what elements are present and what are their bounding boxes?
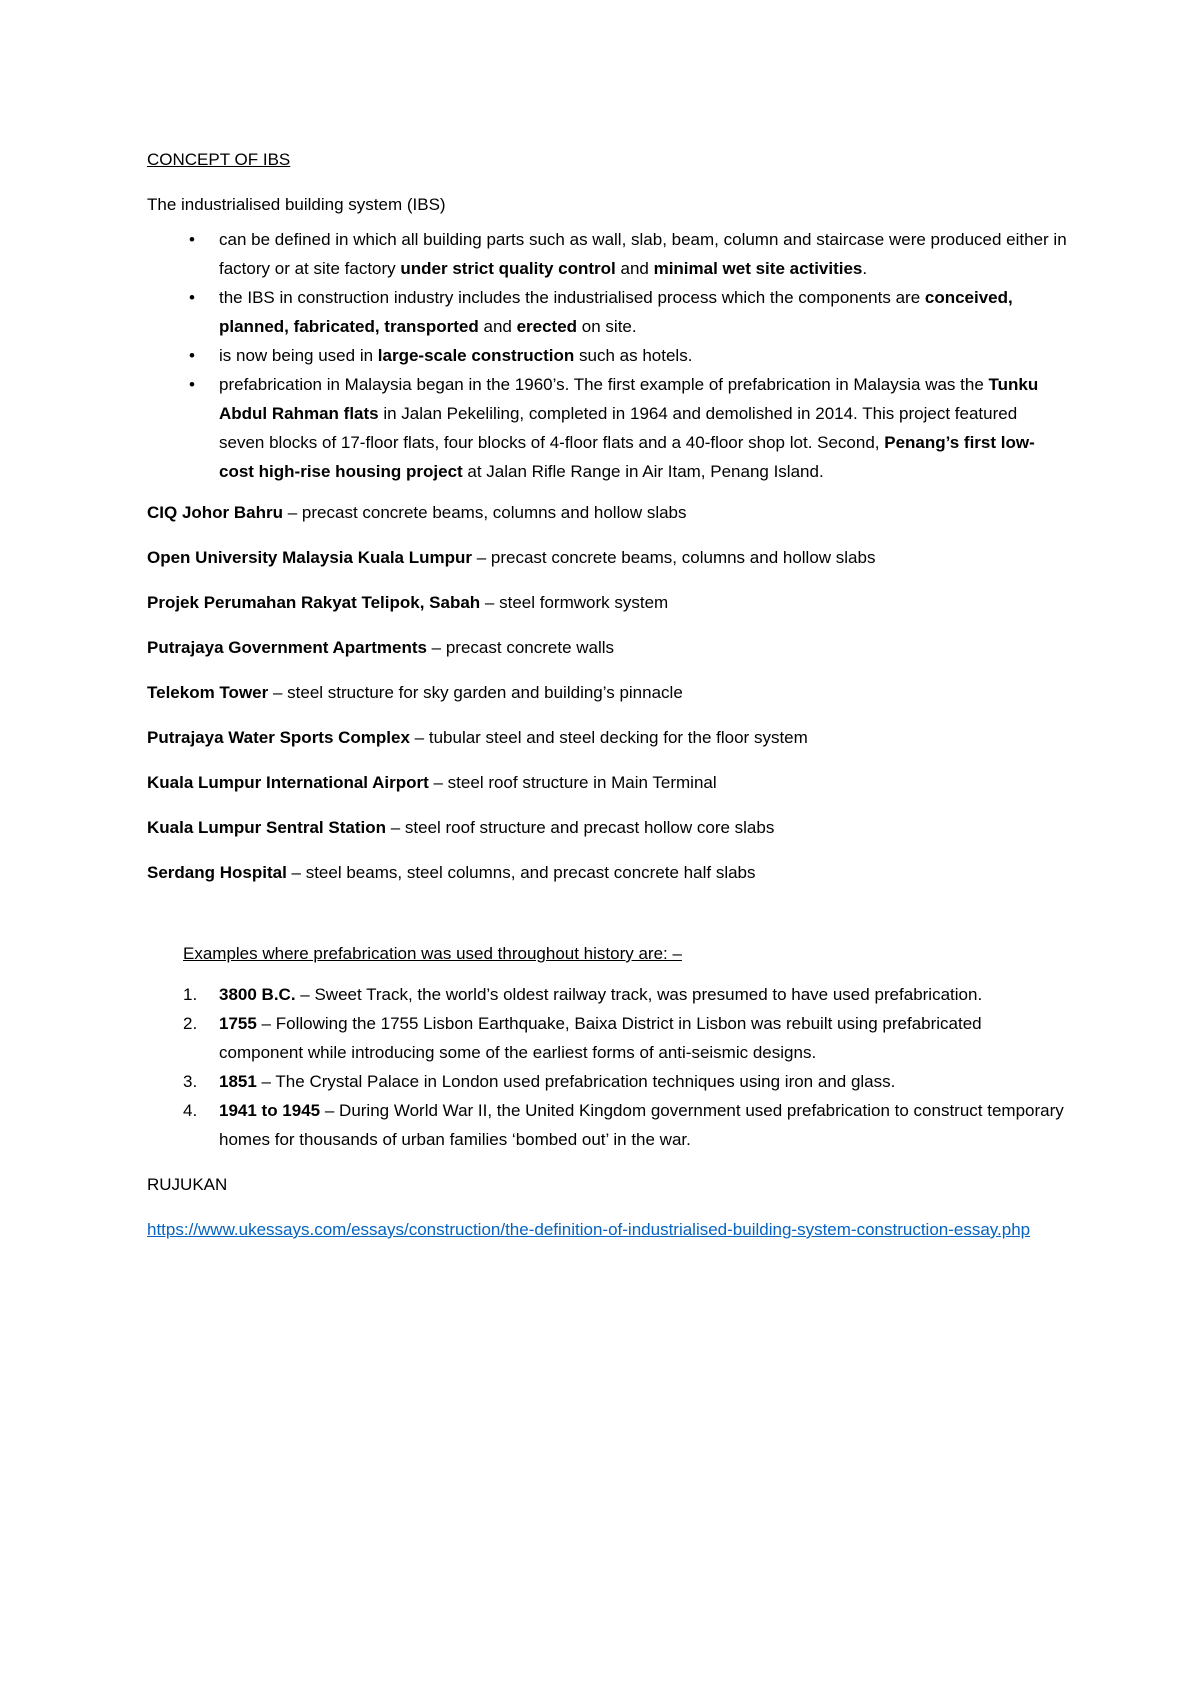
project-description: – steel roof structure and precast hollow core slabs — [385, 818, 775, 837]
bold-text: under strict quality control — [400, 259, 616, 278]
bullet-item — [147, 225, 1067, 283]
example-item — [147, 980, 1067, 1009]
intro-text: The industrialised building system (IBS) — [147, 195, 446, 214]
project-name: Kuala Lumpur International Airport — [147, 773, 429, 792]
bold-text: minimal wet site activities — [653, 259, 863, 278]
example-year: 1851 — [219, 1072, 257, 1091]
project-item — [147, 543, 1067, 572]
reference-paragraph — [147, 1215, 1067, 1244]
concept-bullet-list — [147, 225, 1067, 486]
text-run: in Jalan Pekeliling, completed in 1964 and demolished in 2014. This project featured seven blocks of 17-floor flats, four blocks of 4-floor flats and a 40-floor shop lot. Second, — [219, 404, 1018, 452]
page-heading: CONCEPT OF IBS — [147, 150, 291, 169]
bullet-icon: • — [189, 288, 195, 307]
example-text: – The Crystal Palace in London used prefabrication techniques using iron and glass. — [256, 1072, 896, 1091]
project-item — [147, 858, 1067, 887]
project-item — [147, 498, 1067, 527]
bold-text: large-scale construction — [377, 346, 575, 365]
project-item — [147, 678, 1067, 707]
text-run: and — [478, 317, 517, 336]
project-description: – tubular steel and steel decking for the floor system — [409, 728, 808, 747]
text-run: at Jalan Rifle Range in Air Itam, Penang Island. — [462, 462, 824, 481]
project-item — [147, 813, 1067, 842]
bold-text: conceived, planned, fabricated, transported — [219, 288, 1013, 336]
bullet-text — [219, 230, 1067, 278]
text-run: the IBS in construction industry includes the industrialised process which the components are — [219, 288, 925, 307]
project-item — [147, 723, 1067, 752]
document-body — [147, 145, 1067, 1244]
reference-link[interactable]: https://www.ukessays.com/essays/construction/the-definition-of-industrialised-building-system-construction-essay.php — [147, 1220, 1031, 1239]
project-description: – steel structure for sky garden and building’s pinnacle — [268, 683, 683, 702]
text-run: can be defined in which all building parts such as wall, slab, beam, column and staircase were produced either in factory or at site factory — [219, 230, 1067, 278]
bullet-icon: • — [189, 346, 195, 365]
bullet-icon: • — [189, 375, 195, 394]
project-item — [147, 633, 1067, 662]
example-year: 1755 — [219, 1014, 257, 1033]
bullet-text — [219, 288, 1013, 336]
bullet-text — [219, 346, 692, 365]
example-item — [147, 1067, 1067, 1096]
project-name: Serdang Hospital — [147, 863, 287, 882]
bullet-text — [219, 375, 1038, 481]
project-description: – steel formwork system — [480, 593, 669, 612]
history-examples-list — [147, 980, 1067, 1154]
bullet-item — [147, 341, 1067, 370]
text-run: prefabrication in Malaysia began in the 1960’s. The first example of prefabrication in Malaysia was the — [219, 375, 989, 394]
project-item — [147, 588, 1067, 617]
project-description: – steel beams, steel columns, and precast concrete half slabs — [286, 863, 756, 882]
project-name: Telekom Tower — [147, 683, 269, 702]
example-number: 2. — [183, 1014, 198, 1033]
text-run: on site. — [577, 317, 637, 336]
bullet-icon: • — [189, 230, 195, 249]
bullet-item — [147, 283, 1067, 341]
example-text: – Sweet Track, the world’s oldest railway track, was presumed to have used prefabrication. — [295, 985, 983, 1004]
project-description: – precast concrete beams, columns and hollow slabs — [283, 503, 687, 522]
example-year: 1941 to 1945 — [219, 1101, 321, 1120]
example-number: 3. — [183, 1072, 198, 1091]
project-list — [147, 498, 1067, 887]
bold-text: erected — [516, 317, 578, 336]
text-run: and — [615, 259, 654, 278]
project-name: Putrajaya Government Apartments — [147, 638, 427, 657]
bold-text: Tunku Abdul Rahman flats — [219, 375, 1039, 423]
project-name: Kuala Lumpur Sentral Station — [147, 818, 386, 837]
project-item — [147, 768, 1067, 797]
rujukan-label: RUJUKAN — [147, 1175, 228, 1194]
example-item — [147, 1009, 1067, 1067]
project-name: Putrajaya Water Sports Complex — [147, 728, 410, 747]
example-item — [147, 1096, 1067, 1154]
project-description: – steel roof structure in Main Terminal — [428, 773, 717, 792]
bold-text: Penang’s first low-cost high-rise housing project — [219, 433, 1035, 481]
example-text: – During World War II, the United Kingdom government used prefabrication to construct temporary homes for thousands of urban families ‘bombed out’ in the war. — [219, 1101, 1064, 1149]
text-run: . — [862, 259, 868, 278]
examples-heading: Examples where prefabrication was used throughout history are: – — [183, 944, 682, 963]
project-name: CIQ Johor Bahru — [147, 503, 284, 522]
project-name: Projek Perumahan Rakyat Telipok, Sabah — [147, 593, 481, 612]
text-run: such as hotels. — [574, 346, 693, 365]
example-number: 4. — [183, 1101, 198, 1120]
project-name: Open University Malaysia Kuala Lumpur — [147, 548, 472, 567]
example-year: 3800 B.C. — [219, 985, 296, 1004]
example-text: – Following the 1755 Lisbon Earthquake, Baixa District in Lisbon was rebuilt using prefabricated component while introducing some of the earliest forms of anti-seismic designs. — [219, 1014, 982, 1062]
example-number: 1. — [183, 985, 198, 1004]
bullet-item — [147, 370, 1067, 486]
project-description: – precast concrete beams, columns and hollow slabs — [471, 548, 876, 567]
project-description: – precast concrete walls — [426, 638, 615, 657]
text-run: is now being used in — [219, 346, 378, 365]
